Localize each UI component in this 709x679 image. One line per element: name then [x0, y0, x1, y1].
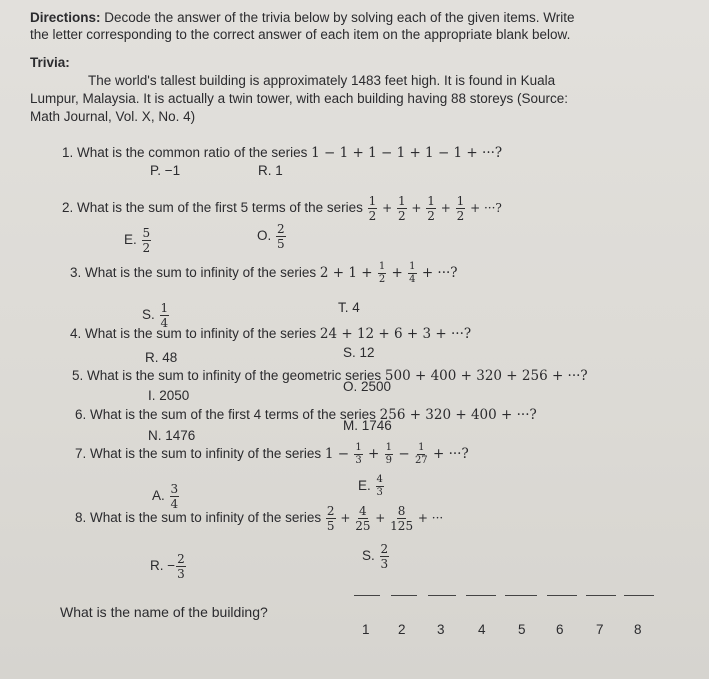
q5-choice-o: O. 2500 [343, 379, 392, 394]
q2-term-den: 2 [368, 209, 377, 223]
q7-term-den: 9 [385, 455, 393, 466]
frac-denominator: 4 [160, 315, 169, 330]
q7-term-num: 1 [355, 442, 362, 453]
q1-choice-p: P. −1 [150, 163, 181, 178]
answer-blank-2[interactable] [391, 595, 417, 596]
blank-number: 3 [437, 622, 445, 637]
q2-choice-e [124, 222, 152, 258]
choice-letter: R. − [150, 558, 176, 573]
blank-number: 5 [518, 622, 526, 637]
choice-letter: A. [152, 488, 165, 503]
q3-term-den: 4 [409, 274, 416, 285]
question-4 [70, 326, 471, 342]
blank-number: 7 [596, 622, 604, 637]
q2-term-den: 2 [397, 209, 406, 223]
choice-letter: E. [124, 232, 137, 247]
q4-choice-r: R. 48 [145, 350, 178, 365]
answer-blank-5[interactable] [505, 595, 537, 596]
frac-numerator: 2 [177, 551, 185, 566]
q7-term-den: 27 [414, 455, 428, 466]
answer-blank-3[interactable] [428, 595, 456, 596]
frac-numerator: 1 [160, 300, 169, 315]
frac-denominator: 4 [170, 496, 179, 511]
building-name-question: What is the name of the building? [60, 604, 268, 620]
blank-number: 2 [398, 622, 406, 637]
q3-choice-t: T. 4 [338, 300, 360, 315]
q8-term-num: 2 [326, 504, 335, 518]
question-1 [62, 145, 502, 161]
q2-series-tail: + ···? [470, 201, 502, 215]
q8-term-den: 125 [390, 519, 414, 533]
q7-series-head: 1 − [324, 446, 350, 462]
q3-term-den: 2 [378, 274, 386, 285]
q2-term-den: 2 [427, 209, 435, 223]
frac-denominator: 3 [376, 486, 383, 498]
q7-series-tail: + ···? [432, 446, 469, 462]
question-5 [72, 368, 588, 384]
question-6-series: 256 + 320 + 400 + ···? [379, 407, 537, 423]
answer-blank-7[interactable] [586, 595, 616, 596]
q2-term-num: 1 [456, 194, 465, 208]
directions-line-1 [30, 10, 575, 25]
frac-denominator: 3 [380, 556, 389, 571]
question-6 [75, 407, 537, 423]
q7-term-num: 1 [385, 442, 393, 453]
directions-line-2: the letter corresponding to the correct answer of each item on the appropriate blank below. [30, 27, 571, 42]
q3-series-tail: + ···? [421, 265, 458, 281]
question-8-series: $\frac{2}{5}$ + $\frac{4}{25}$ + $\frac{8}{125}$ + ··· [326, 504, 444, 533]
q5-choice-i: I. 2050 [148, 388, 190, 403]
question-3-text: 3. What is the sum to infinity of the series [70, 265, 317, 280]
q7-term-den: 3 [355, 455, 362, 466]
question-8 [75, 498, 443, 538]
q8-term-num: 8 [397, 504, 406, 518]
answer-blank-6[interactable] [547, 595, 577, 596]
blank-number: 6 [556, 622, 564, 637]
trivia-line-2: Lumpur, Malaysia. It is actually a twin tower, with each building having 88 storeys (Source: [30, 91, 569, 106]
q8-term-den: 25 [355, 519, 371, 533]
blank-number: 8 [634, 622, 642, 637]
question-7-text: 7. What is the sum to infinity of the series [75, 446, 322, 461]
q2-term-den: 2 [456, 209, 465, 223]
question-1-series: 1 − 1 + 1 − 1 + 1 − 1 + ···? [311, 145, 503, 161]
question-5-series: 500 + 400 + 320 + 256 + ···? [384, 368, 588, 384]
q3-series-head: 2 + 1 + [319, 265, 373, 281]
trivia-line-1: The world's tallest building is approximately 1483 feet high. It is found in Kuala [88, 73, 556, 88]
q8-choice-s [362, 536, 390, 576]
answer-blank-1[interactable] [354, 595, 380, 596]
blank-number: 4 [478, 622, 486, 637]
question-8-text: 8. What is the sum to infinity of the series [75, 510, 322, 525]
question-1-text: 1. What is the common ratio of the series [62, 145, 308, 160]
question-3-series: 2 + 1 + $\frac{1}{2}$ + $\frac{1}{4}$ + ···? [319, 261, 458, 285]
frac-numerator: 2 [277, 221, 285, 236]
frac-denominator: 5 [277, 236, 285, 251]
trivia-line-3: Math Journal, Vol. X, No. 4) [30, 109, 196, 124]
question-6-text: 6. What is the sum of the first 4 terms of the series [75, 407, 376, 422]
q2-term-num: 1 [397, 194, 406, 208]
frac-numerator: 3 [170, 481, 179, 496]
q2-choice-o [257, 218, 287, 254]
question-7 [75, 437, 469, 471]
q7-term-num: 1 [418, 442, 425, 453]
q3-term-num: 1 [409, 261, 416, 272]
q2-term-num: 1 [427, 194, 435, 208]
blank-number: 1 [362, 622, 370, 637]
frac-numerator: 5 [142, 225, 151, 240]
q8-term-den: 5 [326, 519, 335, 533]
question-2-text: 2. What is the sum of the first 5 terms of the series [62, 200, 363, 215]
q6-choice-n: N. 1476 [148, 428, 196, 443]
q4-choice-s: S. 12 [343, 345, 375, 360]
q8-choice-r [150, 546, 187, 586]
q6-choice-m: M. 1746 [343, 418, 392, 433]
choice-letter: E. [358, 478, 371, 493]
question-4-series: 24 + 12 + 6 + 3 + ···? [319, 326, 472, 342]
trivia-label: Trivia: [30, 55, 70, 70]
q1-choice-r: R. 1 [258, 163, 283, 178]
question-4-text: 4. What is the sum to infinity of the series [70, 326, 317, 341]
question-5-text: 5. What is the sum to infinity of the geometric series [72, 368, 382, 383]
frac-numerator: 4 [376, 473, 383, 485]
choice-letter: S. [142, 307, 155, 322]
question-2-series: $\frac{1}{2}$ + $\frac{1}{2}$ + $\frac{1}{2}$ + $\frac{1}{2}$ + ···? [368, 194, 502, 223]
choice-letter: S. [362, 548, 375, 563]
directions-label: Directions: [30, 10, 101, 25]
q3-term-num: 1 [378, 261, 386, 272]
q2-term-num: 1 [368, 194, 377, 208]
directions-text-1: Decode the answer of the trivia below by solving each of the given items. Write [100, 10, 575, 25]
frac-denominator: 2 [142, 240, 151, 255]
choice-letter: O. [257, 228, 272, 243]
q8-series-tail: + ··· [417, 511, 444, 525]
q8-term-num: 4 [359, 504, 367, 518]
frac-numerator: 2 [380, 541, 389, 556]
frac-denominator: 3 [177, 566, 185, 581]
question-3 [70, 258, 458, 288]
answer-blank-8[interactable] [624, 595, 654, 596]
answer-blank-4[interactable] [466, 595, 496, 596]
question-7-series: 1 − $\frac{1}{3}$ + $\frac{1}{9}$ − $\frac{1}{27}$ + ···? [324, 442, 469, 466]
